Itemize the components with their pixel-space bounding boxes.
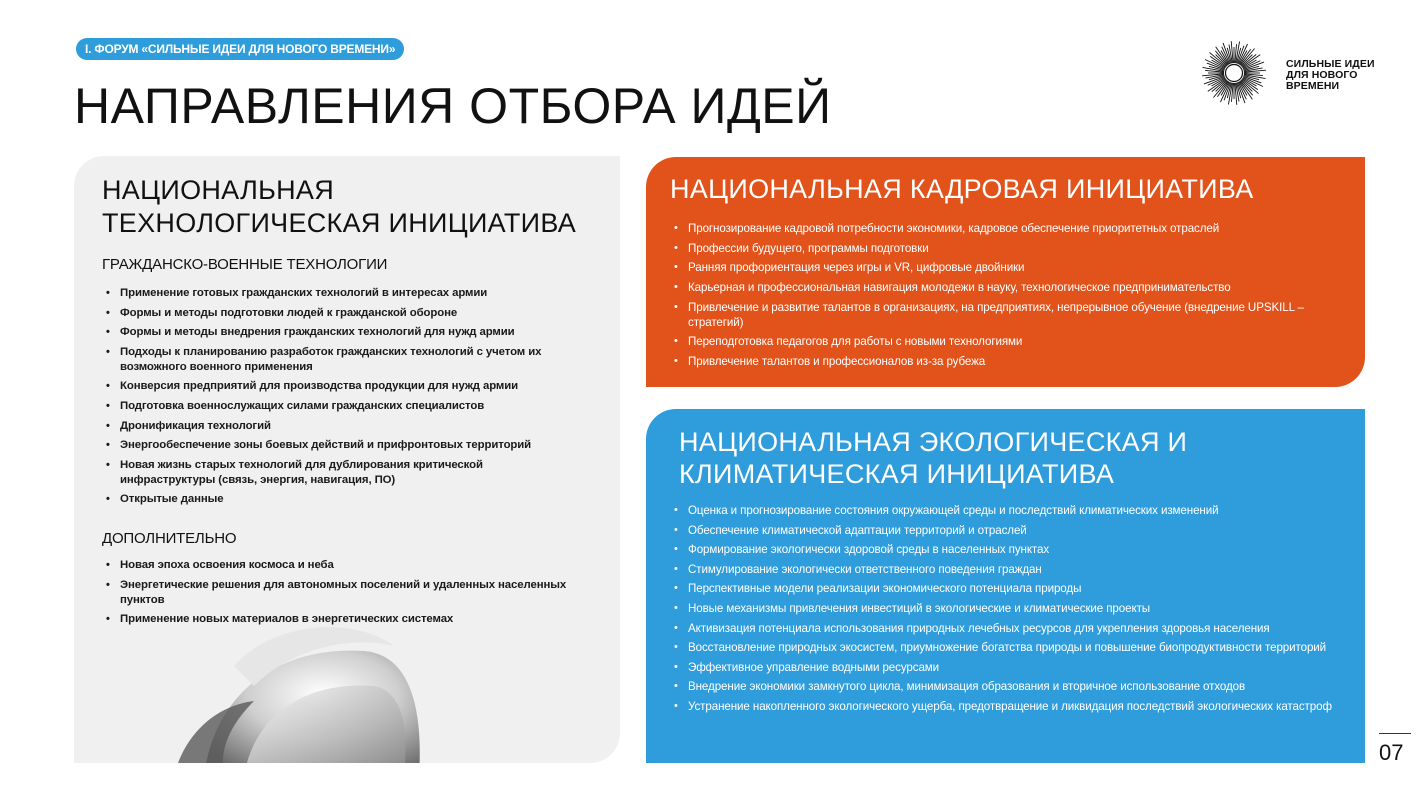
list-item: • Переподготовка педагогов для работы с новыми технологиями	[670, 334, 1350, 349]
list-item: • Новые механизмы привлечения инвестиций в экологические и климатические проекты	[670, 601, 1360, 616]
list-item: • Активизация потенциала использования природных лечебных ресурсов для укрепления здоровья населения	[670, 621, 1360, 636]
list-item: • Энергообеспечение зоны боевых действий и прифронтовых территорий	[102, 438, 572, 453]
list-item: • Открытые данные	[102, 492, 572, 507]
list-item: • Устранение накопленного экологического ущерба, предотвращение и ликвидация последствий экологических катастроф	[670, 699, 1360, 714]
page-title: НАПРАВЛЕНИЯ ОТБОРА ИДЕЙ	[74, 78, 832, 134]
list-item: • Применение новых материалов в энергетических системах	[102, 612, 572, 627]
sunburst-logo-icon	[1198, 38, 1278, 108]
logo-text: СИЛЬНЫЕ ИДЕИ ДЛЯ НОВОГО ВРЕМЕНИ	[1286, 58, 1375, 92]
eco-climate-card	[646, 409, 1365, 763]
list-item: • Привлечение талантов и профессионалов из-за рубежа	[670, 354, 1350, 369]
list-item: • Эффективное управление водными ресурсами	[670, 660, 1360, 675]
list-item: • Подготовка военнослужащих силами гражданских специалистов	[102, 399, 572, 414]
personnel-title: НАЦИОНАЛЬНАЯ КАДРОВАЯ ИНИЦИАТИВА	[670, 174, 1254, 204]
personnel-initiative-card	[646, 157, 1365, 387]
civil-military-list	[102, 286, 572, 512]
list-item: • Формирование экологически здоровой среды в населенных пунктах	[670, 542, 1360, 557]
list-item: • Внедрение экономики замкнутого цикла, минимизация образования и вторичное использование отходов	[670, 679, 1360, 694]
list-item: • Новая эпоха освоения космоса и неба	[102, 558, 572, 573]
nti-card	[74, 156, 620, 763]
list-item: • Формы и методы подготовки людей к гражданской обороне	[102, 306, 572, 321]
abstract-3d-shape-image	[134, 606, 434, 763]
list-item: • Профессии будущего, программы подготовки	[670, 241, 1350, 256]
list-item: • Энергетические решения для автономных поселений и удаленных населенных пунктов	[102, 578, 572, 608]
list-item: • Восстановление природных экосистем, приумножение богатства природы и повышение биопродуктивности территорий	[670, 640, 1360, 655]
list-item: • Ранняя профориентация через игры и VR, цифровые двойники	[670, 260, 1350, 275]
list-item: • Карьерная и профессиональная навигация молодежи в науку, технологическое предпринимательство	[670, 280, 1350, 295]
list-item: • Оценка и прогнозирование состояния окружающей среды и последствий климатических изменений	[670, 503, 1360, 518]
personnel-list	[670, 221, 1350, 374]
list-item: • Перспективные модели реализации экономического потенциала природы	[670, 581, 1360, 596]
list-item: • Стимулирование экологически ответственного поведения граждан	[670, 562, 1360, 577]
page-number: 07	[1379, 740, 1404, 765]
nti-title: НАЦИОНАЛЬНАЯ ТЕХНОЛОГИЧЕСКАЯ ИНИЦИАТИВА	[102, 175, 577, 238]
list-item: • Обеспечение климатической адаптации территорий и отраслей	[670, 523, 1360, 538]
list-item: • Прогнозирование кадровой потребности экономики, кадровое обеспечение приоритетных отраслей	[670, 221, 1350, 236]
page-number-divider	[1379, 733, 1411, 734]
forum-logo	[1198, 38, 1388, 108]
list-item: • Подходы к планированию разработок гражданских технологий с учетом их возможного военного применения	[102, 345, 572, 375]
forum-tag: I. ФОРУМ «СИЛЬНЫЕ ИДЕИ ДЛЯ НОВОГО ВРЕМЕНИ»	[76, 38, 404, 60]
additional-subtitle: ДОПОЛНИТЕЛЬНО	[102, 530, 237, 547]
list-item: • Привлечение и развитие талантов в организациях, на предприятиях, непрерывное обучение (внедрение UPSKILL – стратегий)	[670, 300, 1350, 330]
eco-list	[670, 503, 1360, 719]
eco-title: НАЦИОНАЛЬНАЯ ЭКОЛОГИЧЕСКАЯ И КЛИМАТИЧЕСКАЯ ИНИЦИАТИВА	[679, 427, 1188, 489]
civil-military-subtitle: ГРАЖДАНСКО-ВОЕННЫЕ ТЕХНОЛОГИИ	[102, 256, 388, 273]
list-item: • Дронификация технологий	[102, 419, 572, 434]
list-item: • Применение готовых гражданских технологий в интересах армии	[102, 286, 572, 301]
list-item: • Новая жизнь старых технологий для дублирования критической инфраструктуры (связь, энергия, навигация, ПО)	[102, 458, 572, 488]
list-item: • Формы и методы внедрения гражданских технологий для нужд армии	[102, 325, 572, 340]
list-item: • Конверсия предприятий для производства продукции для нужд армии	[102, 379, 572, 394]
